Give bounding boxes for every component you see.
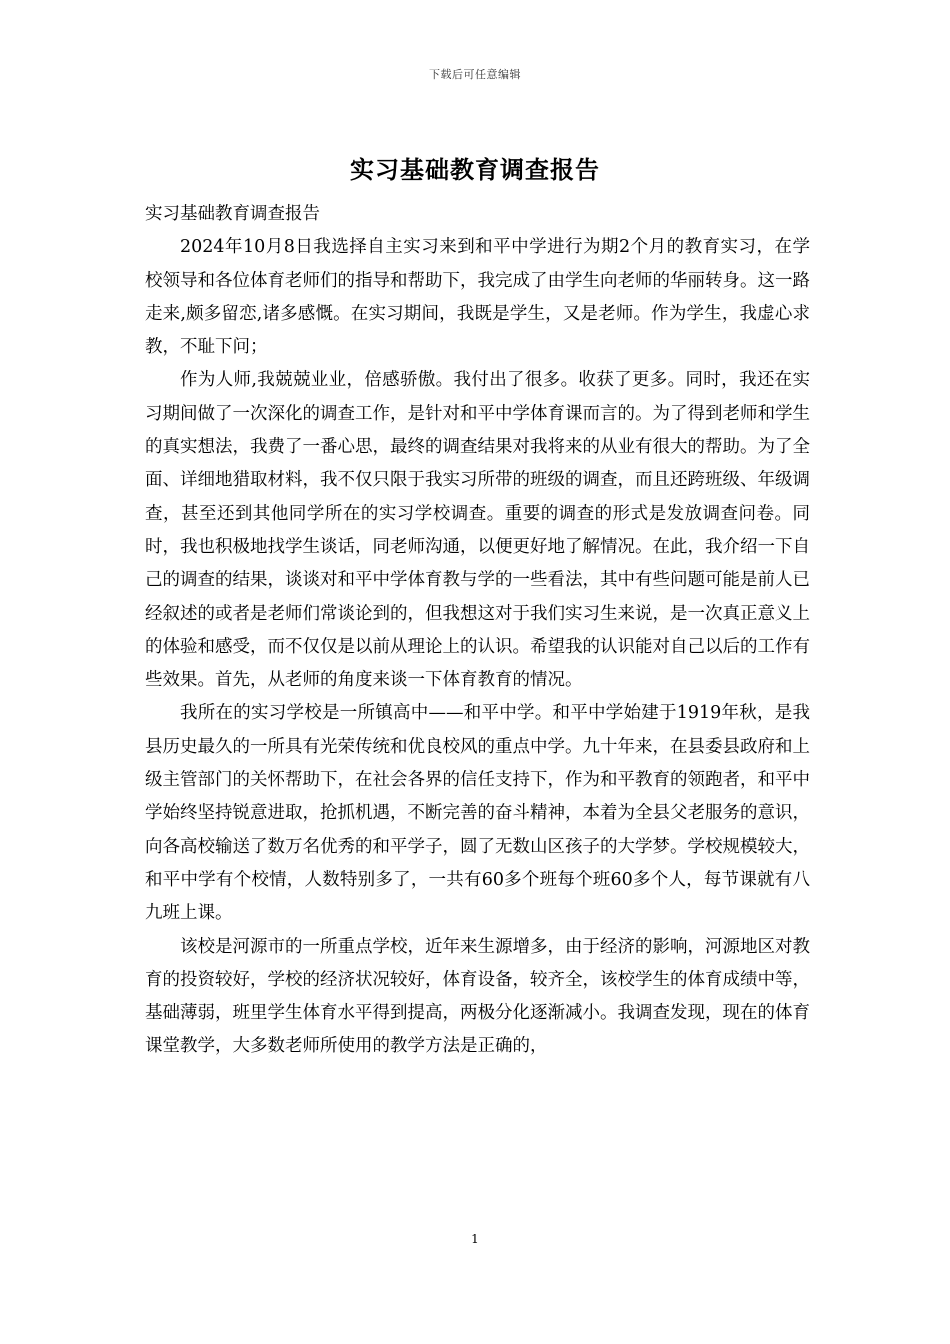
paragraph-3: 我所在的实习学校是一所镇高中——和平中学。和平中学始建于1919年秋，是我县历史最久的一所具有光荣传统和优良校风的重点中学。九十年来，在县委县政府和上级主管部门的关怀帮助下，在社会各界的信任支持下，作为和平教育的领跑者，和平中学始终坚持锐意进取，抢抓机遇，不断完善的奋斗精神，本着为全县父老服务的意识，向各高校输送了数万名优秀的和平学子，圆了无数山区孩子的大学梦。学校规模较大，和平中学有个校情，人数特别多了，一共有60多个班每个班60多个人，每节课就有八九班上课。 [145,703,810,924]
paragraph-4: 该校是河源市的一所重点学校，近年来生源增多，由于经济的影响，河源地区对教育的投资较好，学校的经济状况较好，体育设备，较齐全，该校学生的体育成绩中等，基础薄弱，班里学生体育水平得到提高，两极分化逐渐减小。我调查发现，现在的体育课堂教学，大多数老师所使用的教学方法是正确的， [145,936,810,1057]
document-body [145,198,810,1064]
paragraph-2: 作为人师,我兢兢业业，倍感骄傲。我付出了很多。收获了更多。同时，我还在实习期间做了一次深化的调查工作，是针对和平中学体育课而言的。为了得到老师和学生的真实想法，我费了一番心思，最终的调查结果对我将来的从业有很大的帮助。为了全面、详细地猎取材料，我不仅只限于我实习所带的班级的调查，而且还跨班级、年级调查，甚至还到其他同学所在的实习学校调查。重要的调查的形式是发放调查问卷。同时，我也积极地找学生谈话，同老师沟通，以便更好地了解情况。在此，我介绍一下自己的调查的结果，谈谈对和平中学体育教与学的一些看法，其中有些问题可能是前人已经叙述的或者是老师们常谈论到的，但我想这对于我们实习生来说，是一次真正意义上的体验和感受，而不仅仅是以前从理论上的认识。希望我的认识能对自己以后的工作有些效果。首先，从老师的角度来谈一下体育教育的情况。 [145,370,810,691]
document-subtitle: 实习基础教育调查报告 [145,204,320,224]
page-header: 下载后可任意编辑 [429,68,521,81]
paragraph-1: 2024年10月8日我选择自主实习来到和平中学进行为期2个月的教育实习，在学校领导和各位体育老师们的指导和帮助下，我完成了由学生向老师的华丽转身。这一路走来,颇多留恋,诸多感慨。在实习期间，我既是学生，又是老师。作为学生，我虚心求教，不耻下问； [145,237,810,358]
page-number: 1 [471,1232,479,1246]
document-title: 实习基础教育调查报告 [350,155,600,184]
